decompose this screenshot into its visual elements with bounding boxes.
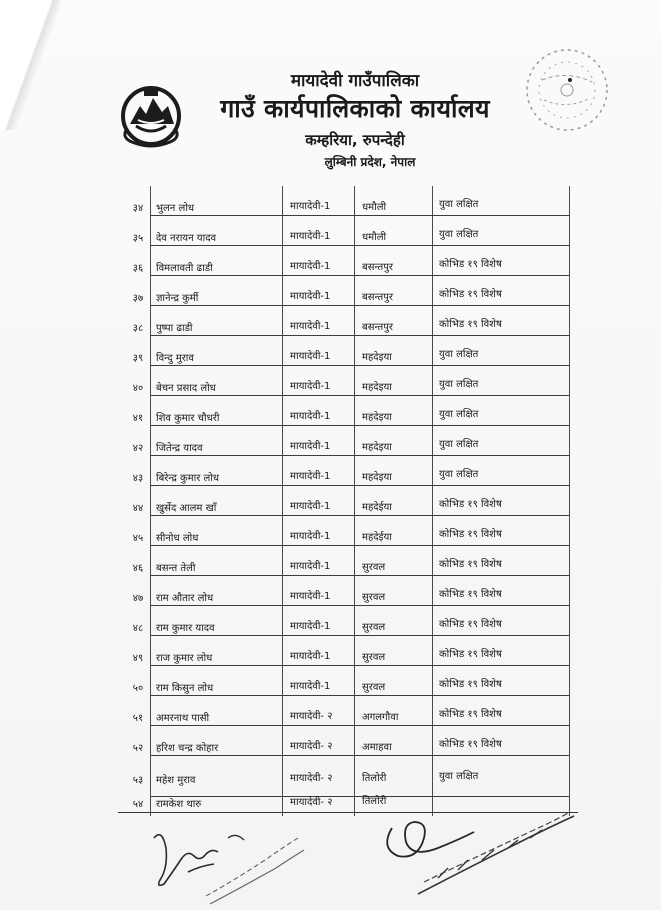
table-row bbox=[118, 696, 570, 726]
beneficiary-name: बिरेन्द्र कुमार लोध bbox=[156, 473, 220, 484]
row-number: ४१ bbox=[132, 413, 144, 424]
row-number: ४६ bbox=[132, 563, 144, 574]
table-row bbox=[118, 726, 570, 756]
beneficiary-name: राम कुमार यादव bbox=[156, 623, 215, 634]
ward-cell: मायादेवी-1 bbox=[290, 381, 331, 392]
row-number: ३४ bbox=[132, 203, 144, 214]
row-number: ४० bbox=[132, 383, 144, 394]
ward-cell: मायादेवी-1 bbox=[290, 291, 331, 302]
program-category: कोभिड १९ विशेष bbox=[439, 589, 502, 600]
program-category: कोभिड १९ विशेष bbox=[439, 289, 502, 300]
ward-cell: मायादेवी- २ bbox=[290, 797, 333, 808]
beneficiary-name: महेश मुराव bbox=[156, 775, 196, 786]
ward-cell: मायादेवी-1 bbox=[290, 561, 331, 572]
row-number: ४२ bbox=[132, 443, 144, 454]
village-cell: बसन्तपुर bbox=[362, 292, 394, 303]
row-number: ५३ bbox=[132, 775, 144, 786]
office-name: गाउँ कार्यपालिकाको कार्यालय bbox=[220, 94, 490, 123]
office-location: कम्हरिया, रुपन्देही bbox=[305, 131, 405, 149]
program-category: कोभिड १९ विशेष bbox=[439, 649, 502, 660]
village-cell: महदेइया bbox=[362, 412, 392, 423]
beneficiary-name: अमरनाथ पासी bbox=[156, 713, 210, 724]
beneficiary-name: हरिश चन्द्र कोहार bbox=[156, 743, 219, 754]
signature-left-icon bbox=[148, 818, 308, 908]
program-category: युवा लक्षित bbox=[439, 229, 479, 240]
program-category: युवा लक्षित bbox=[439, 379, 479, 390]
table-row bbox=[118, 486, 570, 516]
nepal-emblem-icon bbox=[118, 80, 184, 150]
program-category: युवा लक्षित bbox=[439, 409, 479, 420]
table-row bbox=[118, 336, 570, 366]
ward-cell: मायादेवी- २ bbox=[290, 741, 333, 752]
village-cell: महदेइया bbox=[362, 472, 392, 483]
ward-cell: मायादेवी-1 bbox=[290, 471, 331, 482]
table-row bbox=[118, 216, 570, 246]
row-number: ४८ bbox=[132, 623, 144, 634]
beneficiary-name: खुर्सेद आलम खाँ bbox=[156, 503, 217, 514]
ink-dot bbox=[568, 78, 572, 82]
program-category: कोभिड १९ विशेष bbox=[439, 709, 502, 720]
row-number: ४५ bbox=[132, 533, 144, 544]
beneficiary-name: शिव कुमार चौधरी bbox=[156, 413, 220, 424]
ward-cell: मायादेवी-1 bbox=[290, 201, 331, 212]
row-number: ५१ bbox=[132, 713, 144, 724]
program-category: कोभिड १९ विशेष bbox=[439, 559, 502, 570]
village-cell: सुरवल bbox=[362, 652, 386, 663]
village-cell: महदेईया bbox=[362, 532, 392, 543]
beneficiary-name: पुष्पा ढाडी bbox=[156, 323, 193, 334]
village-cell: महदेइया bbox=[362, 352, 392, 363]
beneficiary-name: राज कुमार लोध bbox=[156, 653, 213, 664]
beneficiary-name: रामकेश थारु bbox=[156, 799, 202, 810]
village-cell: सुरवल bbox=[362, 682, 386, 693]
village-cell: धमौली bbox=[362, 202, 387, 213]
ward-cell: मायादेवी- २ bbox=[290, 711, 333, 722]
office-stamp-icon bbox=[512, 40, 622, 140]
village-cell: सुरवल bbox=[362, 592, 386, 603]
table-row bbox=[118, 426, 570, 456]
village-cell: महदेइया bbox=[362, 442, 392, 453]
row-number: ४३ bbox=[132, 473, 144, 484]
program-category: कोभिड १९ विशेष bbox=[439, 679, 502, 690]
beneficiary-name: विमलावती ढाडी bbox=[156, 263, 213, 274]
table-row bbox=[118, 606, 570, 636]
village-cell: तिलोरी bbox=[362, 773, 387, 784]
beneficiary-name: भुलन लोध bbox=[156, 203, 195, 214]
village-cell: अगलगौवा bbox=[362, 712, 399, 723]
village-cell: तिलोरी bbox=[362, 796, 387, 807]
ward-cell: मायादेवी-1 bbox=[290, 681, 331, 692]
table-row bbox=[118, 186, 570, 216]
beneficiary-name: जितेन्द्र यादव bbox=[156, 443, 203, 454]
village-cell: बसन्तपुर bbox=[362, 322, 394, 333]
program-category: कोभिड १९ विशेष bbox=[439, 259, 502, 270]
ward-cell: मायादेवी-1 bbox=[290, 501, 331, 512]
ward-cell: मायादेवी-1 bbox=[290, 261, 331, 272]
program-category: कोभिड १९ विशेष bbox=[439, 499, 502, 510]
row-number: ३८ bbox=[132, 323, 144, 334]
row-number: ४९ bbox=[132, 653, 144, 664]
table-row bbox=[118, 246, 570, 276]
ward-cell: मायादेवी-1 bbox=[290, 651, 331, 662]
row-number: ५४ bbox=[132, 799, 144, 810]
table-row bbox=[118, 456, 570, 486]
table-row bbox=[118, 576, 570, 606]
program-category: युवा लक्षित bbox=[439, 199, 479, 210]
beneficiary-name: बसन्त तेली bbox=[156, 563, 196, 574]
ward-cell: मायादेवी-1 bbox=[290, 621, 331, 632]
row-number: ३९ bbox=[132, 353, 144, 364]
ward-cell: मायादेवी-1 bbox=[290, 531, 331, 542]
table-row bbox=[118, 306, 570, 336]
ward-cell: मायादेवी-1 bbox=[290, 411, 331, 422]
row-number: ४४ bbox=[132, 503, 144, 514]
signature-right-icon bbox=[378, 808, 578, 900]
row-number: ३५ bbox=[132, 233, 144, 244]
program-category: कोभिड १९ विशेष bbox=[439, 619, 502, 630]
beneficiary-name: राम किसुन लोध bbox=[156, 683, 214, 694]
program-category: युवा लक्षित bbox=[439, 349, 479, 360]
program-category: युवा लक्षित bbox=[439, 469, 479, 480]
row-number: ४७ bbox=[132, 593, 144, 604]
village-cell: बसन्तपुर bbox=[362, 262, 394, 273]
ward-cell: मायादेवी- २ bbox=[290, 773, 333, 784]
page-fold bbox=[0, 0, 60, 130]
table-row bbox=[118, 666, 570, 696]
municipality-name: मायादेवी गाउँपालिका bbox=[290, 71, 420, 91]
province-name: लुम्बिनी प्रदेश, नेपाल bbox=[324, 155, 416, 169]
table-row bbox=[118, 396, 570, 426]
beneficiary-name: बेचन प्रसाद लोध bbox=[156, 383, 216, 394]
beneficiary-name: राम औतार लोध bbox=[156, 593, 214, 604]
ward-cell: मायादेवी-1 bbox=[290, 591, 331, 602]
beneficiary-table bbox=[118, 186, 570, 816]
village-cell: धमौली bbox=[362, 232, 387, 243]
village-cell: महदेईया bbox=[362, 502, 392, 513]
program-category: कोभिड १९ विशेष bbox=[439, 739, 502, 750]
table-row bbox=[118, 366, 570, 396]
village-cell: सुरवल bbox=[362, 622, 386, 633]
program-category: युवा लक्षित bbox=[439, 439, 479, 450]
program-category: युवा लक्षित bbox=[439, 771, 479, 782]
beneficiary-name: देव नरायन यादव bbox=[156, 233, 217, 244]
table-row bbox=[118, 636, 570, 666]
table-row bbox=[118, 756, 570, 786]
row-number: ३७ bbox=[132, 293, 144, 304]
beneficiary-name: ज्ञानेन्द्र कुर्मी bbox=[156, 293, 199, 304]
row-number: ३६ bbox=[132, 263, 144, 274]
table-row bbox=[118, 276, 570, 306]
letterhead bbox=[190, 70, 520, 172]
village-cell: अमाहवा bbox=[362, 742, 392, 753]
table-row bbox=[118, 546, 570, 576]
program-category: कोभिड १९ विशेष bbox=[439, 529, 502, 540]
ward-cell: मायादेवी-1 bbox=[290, 441, 331, 452]
beneficiary-name: सीनोध लोध bbox=[156, 533, 199, 544]
ward-cell: मायादेवी-1 bbox=[290, 351, 331, 362]
row-number: ५२ bbox=[132, 743, 144, 754]
village-cell: महदेइया bbox=[362, 382, 392, 393]
village-cell: सुरवल bbox=[362, 562, 386, 573]
ward-cell: मायादेवी-1 bbox=[290, 321, 331, 332]
beneficiary-name: विन्दु मुराव bbox=[156, 353, 194, 364]
program-category: कोभिड १९ विशेष bbox=[439, 319, 502, 330]
row-number: ५० bbox=[132, 683, 144, 694]
table-row bbox=[118, 516, 570, 546]
ward-cell: मायादेवी-1 bbox=[290, 231, 331, 242]
